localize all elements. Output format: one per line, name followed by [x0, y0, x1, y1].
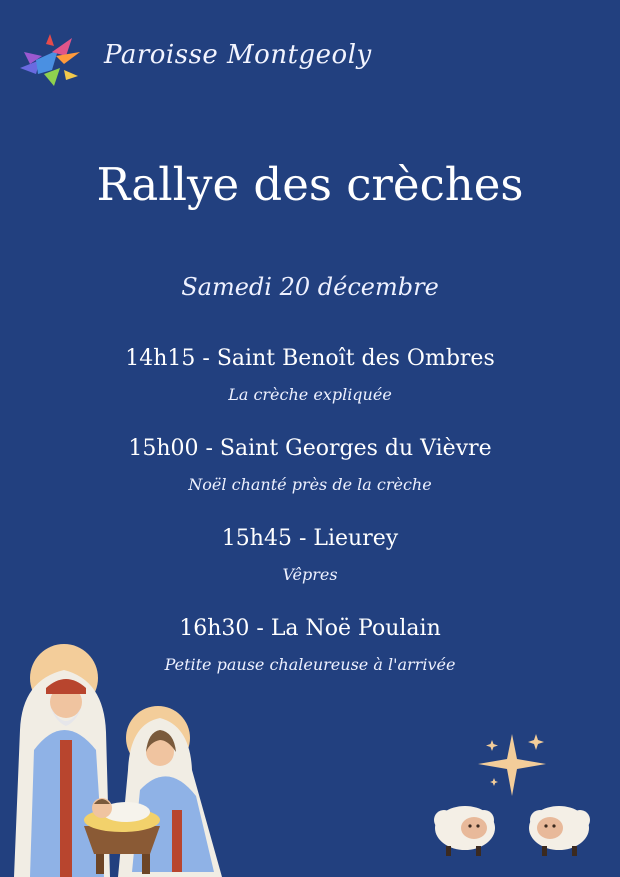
schedule-note: Vêpres — [282, 565, 338, 584]
sparkle-star-icon — [472, 726, 552, 800]
dove-logo-icon — [14, 30, 86, 92]
schedule-time-place: 16h30 - La Noë Poulain — [179, 616, 441, 641]
schedule-time-place: 15h00 - Saint Georges du Vièvre — [128, 436, 492, 461]
schedule-note: Noël chanté près de la crèche — [188, 475, 432, 494]
sheep-icon — [526, 798, 592, 858]
schedule-item — [0, 340, 620, 430]
brand-name: Paroisse Montgeoly — [104, 40, 372, 70]
page-title: Rallye des crèches — [96, 158, 524, 211]
schedule-time-place: 15h45 - Lieurey — [221, 526, 399, 551]
nativity-illustration — [0, 640, 260, 877]
schedule-time-place: 14h15 - Saint Benoît des Ombres — [125, 346, 495, 371]
schedule-item — [0, 430, 620, 520]
event-date: Samedi 20 décembre — [181, 273, 439, 301]
schedule-note: Petite pause chaleureuse à l'arrivée — [164, 655, 456, 674]
schedule-item — [0, 520, 620, 610]
schedule-note: La crèche expliquée — [228, 385, 392, 404]
sheep-icon — [432, 798, 498, 858]
